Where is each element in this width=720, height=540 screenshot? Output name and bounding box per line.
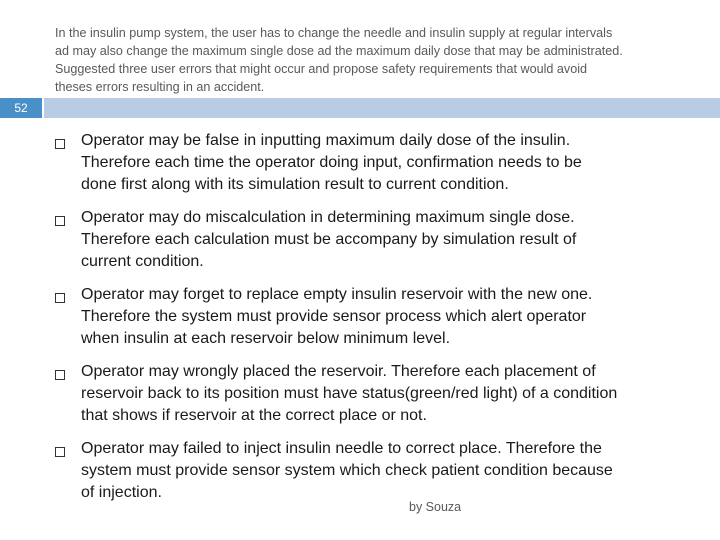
- bullet-line: done first along with its simulation result to current condition.: [81, 176, 509, 193]
- slide-number: 52: [0, 98, 42, 118]
- bullet-text: [81, 438, 690, 504]
- bullet-line: that shows if reservoir at the correct place or not.: [81, 407, 427, 424]
- slide-header-bar: [0, 98, 720, 118]
- bullet-line: Operator may do miscalculation in determining maximum single dose.: [81, 209, 575, 226]
- list-item: [0, 130, 720, 196]
- bullet-line: Therefore the system must provide sensor process which alert operator: [81, 308, 587, 325]
- list-item: [0, 284, 720, 350]
- bullet-line: Therefore each time the operator doing input, confirmation needs to be: [81, 154, 582, 171]
- bullet-line: system must provide sensor system which check patient condition because: [81, 462, 613, 479]
- square-bullet-icon: [55, 139, 65, 149]
- intro-line: ad may also change the maximum single dose ad the maximum daily dose that may be administrated.: [55, 44, 623, 58]
- bullet-line: Operator may be false in inputting maximum daily dose of the insulin.: [81, 132, 571, 149]
- bullet-text: [81, 284, 690, 350]
- bullet-text: [81, 130, 690, 196]
- square-bullet-icon: [55, 370, 65, 380]
- square-bullet-icon: [55, 447, 65, 457]
- header-strip: [44, 98, 720, 118]
- bullet-line: Operator may forget to replace empty insulin reservoir with the new one.: [81, 286, 593, 303]
- square-bullet-icon: [55, 216, 65, 226]
- bullet-text: [81, 361, 690, 427]
- bullet-list: [0, 130, 720, 515]
- intro-line: theses errors resulting in an accident.: [55, 80, 265, 94]
- intro-line: In the insulin pump system, the user has to change the needle and insulin supply at regular intervals: [55, 26, 613, 40]
- bullet-line: Therefore each calculation must be accompany by simulation result of: [81, 231, 577, 248]
- bullet-line: reservoir back to its position must have status(green/red light) of a condition: [81, 385, 618, 402]
- footer-credit: by Souza: [409, 500, 462, 514]
- list-item: [0, 207, 720, 273]
- bullet-line: Operator may failed to inject insulin needle to correct place. Therefore the: [81, 440, 602, 457]
- intro-paragraph: [55, 24, 705, 96]
- bullet-line: when insulin at each reservoir below minimum level.: [81, 330, 451, 347]
- bullet-text: [81, 207, 690, 273]
- list-item: [0, 438, 720, 504]
- intro-line: Suggested three user errors that might occur and propose safety requirements that would avoid: [55, 62, 588, 76]
- bullet-line: current condition.: [81, 253, 204, 270]
- bullet-line: of injection.: [81, 484, 162, 501]
- bullet-line: Operator may wrongly placed the reservoir. Therefore each placement of: [81, 363, 596, 380]
- list-item: [0, 361, 720, 427]
- square-bullet-icon: [55, 293, 65, 303]
